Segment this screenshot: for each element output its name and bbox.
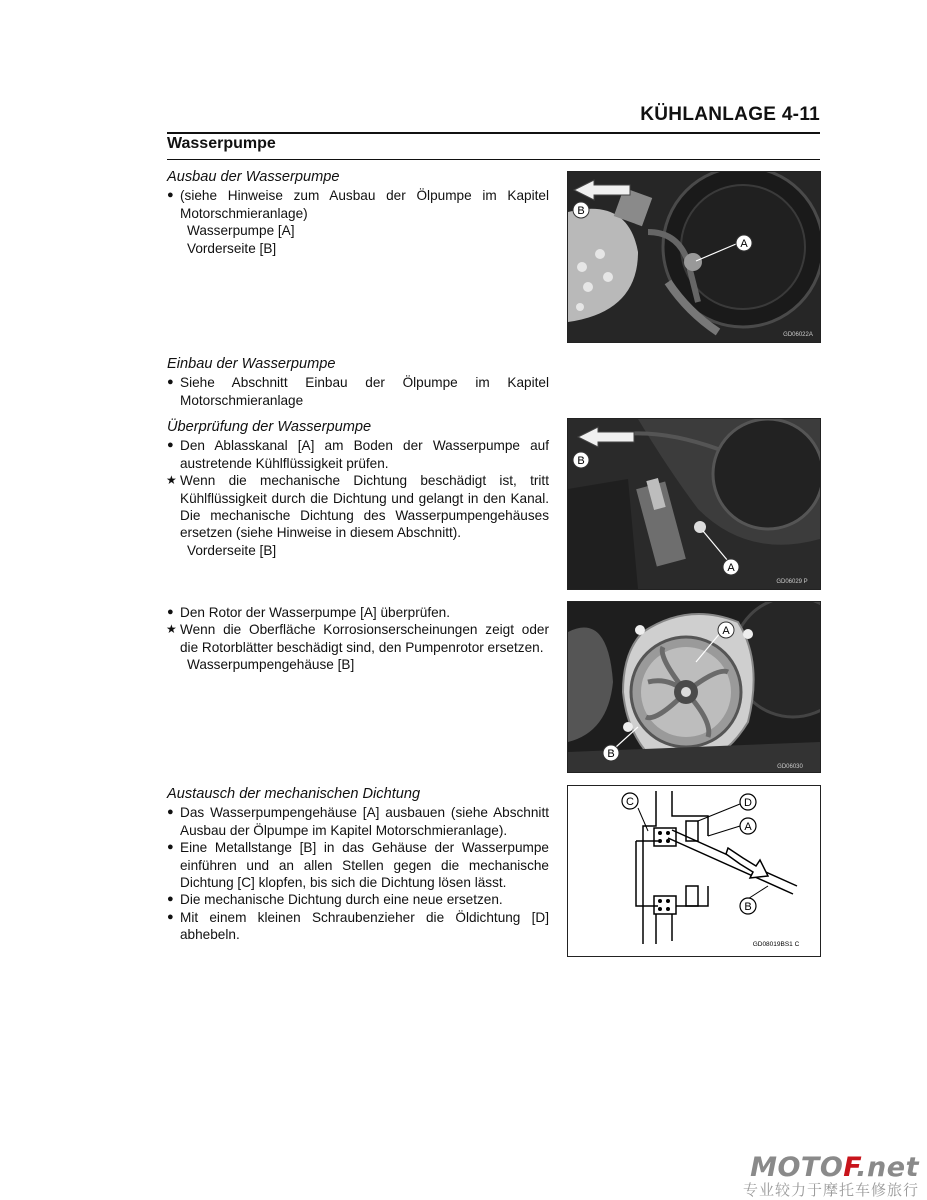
inspect-bullet-2 (167, 604, 549, 621)
fig1-label-a: A (740, 238, 748, 250)
fig3-label-b: B (607, 748, 615, 760)
seal-bullet-3-text: Die mechanische Dichtung durch eine neue ersetzen. (180, 892, 503, 908)
figure-3-drawing (568, 602, 820, 772)
seal-bullet-2 (167, 839, 549, 891)
bullet-icon: ● (167, 841, 174, 854)
figure-drain-channel (567, 418, 821, 590)
fig3-label-a: A (722, 625, 730, 637)
seal-bullet-4-text: Mit einem kleinen Schraubenzieher die Öldichtung [D] abhebeln. (180, 909, 549, 943)
header-rule (167, 132, 820, 134)
inspect-ref-1: Vorderseite [B] (187, 542, 277, 558)
fig4-label-a: A (744, 821, 752, 833)
rotor-block (167, 604, 549, 674)
seal-bullet-2-text: Eine Metallstange [B] in das Gehäuse der Wasserpumpe einführen und an allen Stellen gegen die mechanische Dichtung [C] klopfen, bis sich die Dichtung lösen lässt. (180, 840, 549, 891)
section-rule (167, 159, 820, 160)
site-watermark (743, 1154, 919, 1198)
fig2-code: GD06029 P (776, 579, 808, 585)
inspect-star-1-text: Wenn die mechanische Dichtung beschädigt ist, tritt Kühlflüssigkeit durch die Dichtung und gelangt in den Kanal. Die mechanische Dichtung des Wasserpumpengehäuses ersetzen (siehe Hinweise in diesem Abschnitt). (180, 473, 549, 541)
bullet-icon: ● (167, 893, 174, 906)
figure-water-pump-removal (567, 171, 821, 343)
inspect-heading: Überprüfung der Wasserpumpe (167, 419, 372, 435)
fig4-label-c: C (626, 796, 634, 808)
install-bullet-text: Siehe Abschnitt Einbau der Ölpumpe im Kapitel Motorschmieranlage (180, 375, 549, 408)
seal-bullet-1 (167, 804, 549, 839)
removal-ref-a: Wasserpumpe [A] (187, 223, 295, 239)
bullet-icon: ● (167, 910, 174, 923)
removal-bullet (167, 187, 549, 222)
fig1-code: GD06022A (783, 332, 813, 338)
fig2-label-a: A (727, 562, 735, 574)
section-title: Wasserpumpe (167, 135, 276, 152)
inspect-block (167, 419, 549, 559)
star-icon: ★ (166, 622, 177, 637)
removal-ref-b: Vorderseite [B] (187, 240, 277, 256)
watermark-brand-red: F (843, 1152, 857, 1183)
figure-1-drawing (568, 172, 820, 342)
star-icon: ★ (166, 473, 177, 488)
seal-block (167, 786, 549, 944)
bullet-icon: ● (167, 189, 174, 202)
fig2-label-b: B (577, 455, 585, 467)
inspect-star-2-text: Wenn die Oberfläche Korrosionserscheinungen zeigt oder die Rotorblätter beschädigt sind, den Pumpenrotor ersetzen. (180, 622, 549, 655)
inspect-bullet-2-text: Den Rotor der Wasserpumpe [A] überprüfen. (180, 605, 450, 620)
install-heading: Einbau der Wasserpumpe (167, 356, 336, 372)
install-block (167, 356, 549, 409)
figure-2-drawing (568, 419, 820, 589)
watermark-tagline: 专业较力于摩托车修旅行 (742, 1181, 919, 1199)
fig4-code: GD08019BS1 C (752, 941, 800, 948)
figure-pump-rotor (567, 601, 821, 773)
inspect-star-1 (167, 472, 549, 542)
seal-bullet-1-text: Das Wasserpumpengehäuse [A] ausbauen (siehe Abschnitt Ausbau der Ölpumpe im Kapitel Motorschmieranlage). (180, 805, 549, 838)
watermark-brand-tail: .net (856, 1152, 919, 1183)
chapter-header: KÜHLANLAGE 4-11 (640, 104, 820, 125)
inspect-bullet-1 (167, 437, 549, 472)
bullet-icon: ● (167, 439, 174, 452)
watermark-brand (743, 1154, 919, 1182)
removal-bullet-text: (siehe Hinweise zum Ausbau der Ölpumpe im Kapitel Motorschmieranlage) (180, 188, 549, 221)
bullet-icon: ● (167, 606, 174, 618)
figure-mechanical-seal-diagram (567, 785, 821, 957)
removal-heading: Ausbau der Wasserpumpe (167, 169, 340, 185)
watermark-brand-main: MOTO (750, 1152, 844, 1183)
fig4-label-d: D (744, 797, 752, 809)
seal-bullet-4 (167, 909, 549, 944)
figure-4-drawing (568, 786, 820, 956)
fig4-label-b: B (744, 901, 752, 913)
seal-heading: Austausch der mechanischen Dichtung (167, 786, 421, 802)
fig1-label-b: B (577, 205, 585, 217)
fig3-code: GD06030 (777, 764, 803, 770)
install-bullet (167, 374, 549, 409)
inspect-ref-2: Wasserpumpengehäuse [B] (187, 657, 355, 673)
bullet-icon: ● (167, 806, 174, 819)
removal-block (167, 169, 549, 257)
inspect-bullet-1-text: Den Ablasskanal [A] am Boden der Wasserpumpe auf austretende Kühlflüssigkeit prüfen. (180, 438, 549, 471)
seal-bullet-3 (167, 891, 549, 908)
inspect-star-2 (167, 621, 549, 656)
bullet-icon: ● (167, 376, 174, 389)
